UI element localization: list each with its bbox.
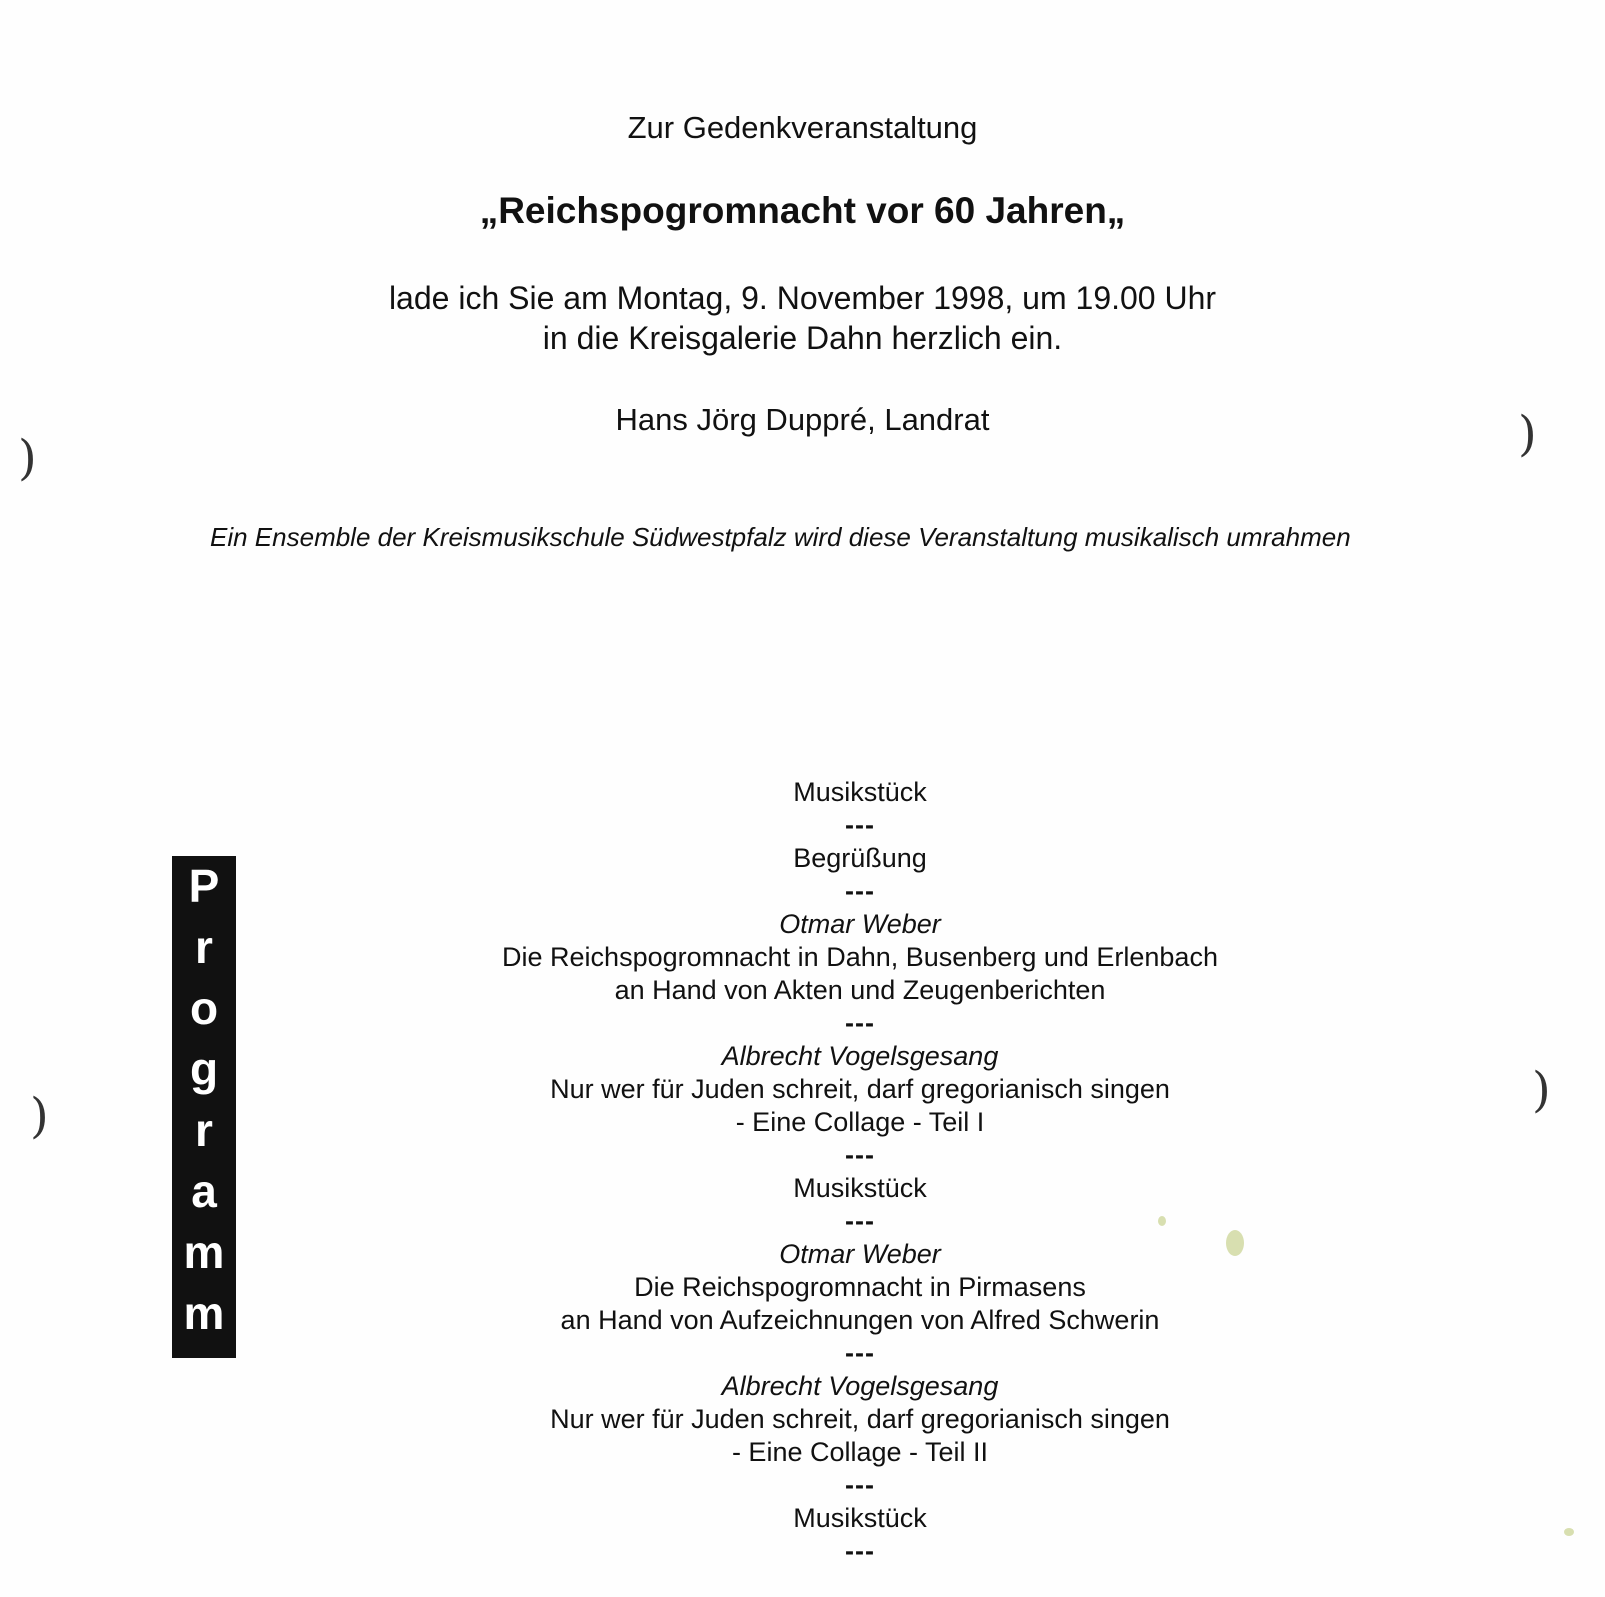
program-item: an Hand von Aufzeichnungen von Alfred Schwerin: [560, 1305, 1160, 1335]
program-label-letter: m: [183, 1287, 225, 1339]
punch-hole-mark-right-top: ): [1518, 406, 1537, 462]
program-separator: ---: [845, 1140, 875, 1170]
program-item: - Eine Collage - Teil II: [731, 1437, 989, 1467]
program-author: Albrecht Vogelsgesang: [721, 1371, 999, 1401]
program-label-letter: g: [189, 1043, 219, 1095]
punch-hole-mark-left-top: ): [18, 430, 37, 486]
program-label-letter: o: [189, 982, 219, 1034]
program-separator: ---: [845, 1206, 875, 1236]
program-separator: ---: [845, 1536, 875, 1566]
invite-line-1: lade ich Sie am Montag, 9. November 1998, um 19.00 Uhr: [388, 280, 1217, 316]
punch-hole-mark-right-bottom: ): [1532, 1062, 1551, 1118]
program-list: [460, 776, 1260, 1568]
program-item: Begrüßung: [793, 843, 927, 873]
program-label-letter: P: [188, 860, 220, 912]
program-author: Otmar Weber: [779, 1239, 941, 1269]
program-item: Musikstück: [793, 1503, 927, 1533]
program-item: an Hand von Akten und Zeugenberichten: [614, 975, 1106, 1005]
program-label-letter: a: [191, 1165, 217, 1217]
program-item: - Eine Collage - Teil I: [735, 1107, 985, 1137]
program-item: Nur wer für Juden schreit, darf gregorianisch singen: [550, 1404, 1170, 1434]
scan-speck: [1564, 1528, 1574, 1536]
program-separator: ---: [845, 1008, 875, 1038]
program-item: Musikstück: [793, 1173, 927, 1203]
program-item: Nur wer für Juden schreit, darf gregorianisch singen: [550, 1074, 1170, 1104]
scan-speck: [1158, 1216, 1166, 1226]
program-separator: ---: [845, 810, 875, 840]
program-author: Otmar Weber: [779, 909, 941, 939]
intro-line: Zur Gedenkveranstaltung: [627, 110, 978, 145]
program-label-letter: r: [195, 1104, 213, 1156]
program-label-letter: r: [195, 921, 213, 973]
program-author: Albrecht Vogelsgesang: [721, 1041, 999, 1071]
invite-line-2: in die Kreisgalerie Dahn herzlich ein.: [542, 320, 1063, 356]
ensemble-note: Ein Ensemble der Kreismusikschule Südwestpfalz wird diese Veranstaltung musikalisch umrahmen: [210, 522, 1351, 552]
scan-speck: [1226, 1230, 1244, 1256]
program-vertical-label: [172, 856, 236, 1358]
program-item: Musikstück: [793, 777, 927, 807]
program-item: Die Reichspogromnacht in Pirmasens: [634, 1272, 1086, 1302]
program-separator: ---: [845, 1338, 875, 1368]
program-item: Die Reichspogromnacht in Dahn, Busenberg und Erlenbach: [502, 942, 1218, 972]
signer-line: Hans Jörg Duppré, Landrat: [615, 402, 990, 437]
event-title: „Reichspogromnacht vor 60 Jahren„: [479, 190, 1126, 231]
program-separator: ---: [845, 1470, 875, 1500]
punch-hole-mark-left-bottom: ): [30, 1088, 49, 1144]
program-separator: ---: [845, 876, 875, 906]
program-label-letter: m: [183, 1226, 225, 1278]
